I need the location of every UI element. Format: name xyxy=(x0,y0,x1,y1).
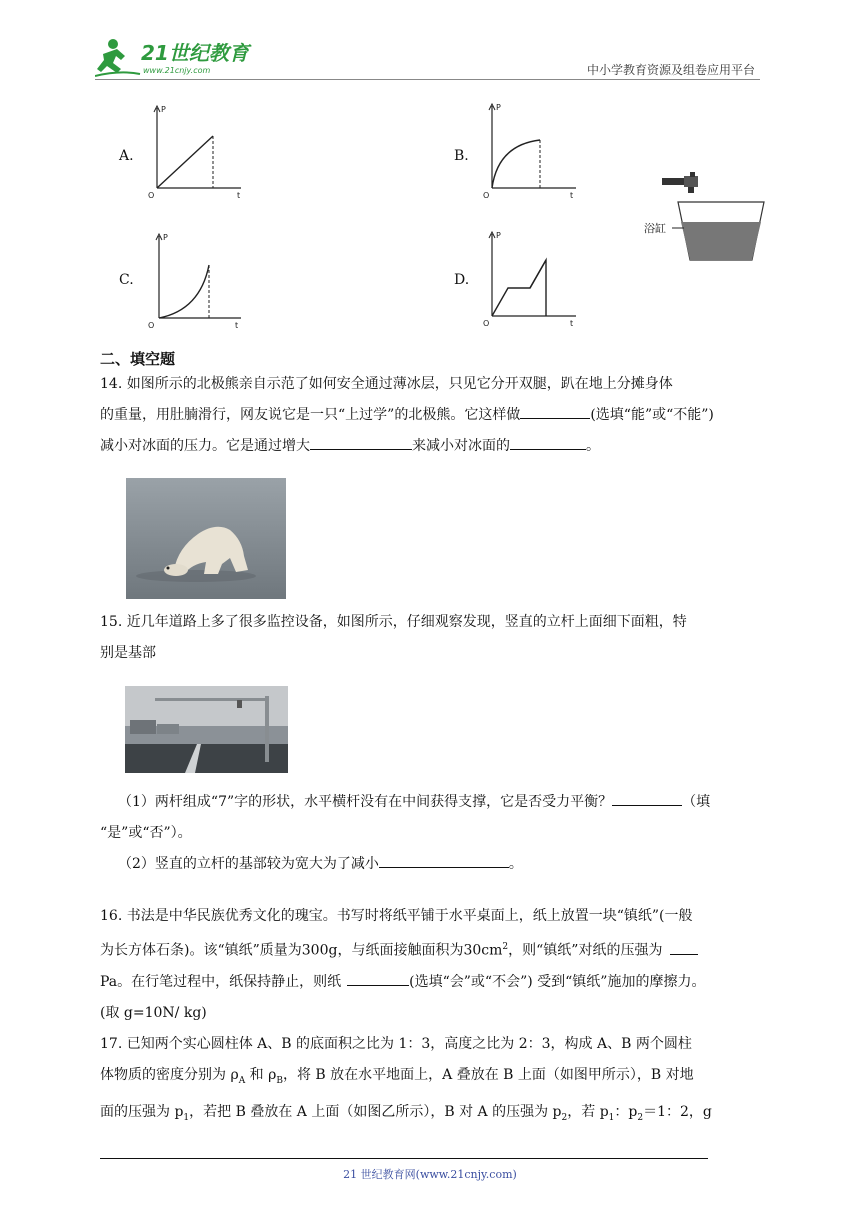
question-17: 17. 已知两个实心圆柱体 A、B 的底面积之比为 1：3，高度之比为 2：3，构成 A、B 两个圆柱 体物质的密度分别为 $\rho_A$ 和 $\rho_B$，将 B 放在水平地面上，A 叠放在 B 上面（如图甲所示），B 对地 面的压强为 $p_1$，若把 B 叠放在 A 上面（如图乙所示），B 对 A 的压强为 $p_2$，若 $p_1$：$p_2=1$：2，g xyxy=(100,1036,712,1123)
answer-blank[interactable] xyxy=(510,435,586,450)
question-15-parts: （1）两杆组成“7”字的形状，水平横杆没有在中间获得支撑，它是否受力平衡？ （填 “是”或“否”）。 （2）竖直的立杆的基部较为宽大为了减小 。 xyxy=(100,787,765,880)
answer-blank[interactable] xyxy=(612,791,682,806)
logo-text: 21世纪教育 xyxy=(141,41,249,65)
svg-text:O: O xyxy=(148,321,155,330)
bathtub-label: 浴缸 xyxy=(644,222,666,235)
question-16: 16. 书法是中华民族优秀文化的瑰宝。书写时将纸平铺于水平桌面上，纸上放置一块“镇纸”(一般 为长方体石条)。该“镇纸”质量为300g，与纸面接触面积为$30cm^2$，则“镇纸”对纸的压强为 Pa。在行笔过程中，纸保持静止，则纸 (选填“会”或“不会”) 受到“镇纸”施加的摩擦力。 (取 g=10N/ kg) xyxy=(100,908,706,1021)
footer-text: 21 世纪教育网(www.21cnjy.com) xyxy=(343,1168,517,1181)
answer-blank[interactable] xyxy=(670,940,698,955)
question-15: 15. 近几年道路上多了很多监控设备，如图所示，仔细观察发现，竖直的立杆上面细下面粗，特 别是基部 xyxy=(100,614,687,661)
question-14: 14. 如图所示的北极熊亲自示范了如何安全通过薄冰层，只见它分开双腿，趴在地上分摊身体 的重量，用肚腩滑行，网友说它是一只“上过学”的北极熊。它这样做 (选填“能”或“不能”) 减小对冰面的压力。它是通过增大 来减小对冰面的 。 xyxy=(100,376,714,454)
answer-blank[interactable] xyxy=(347,971,409,986)
header-divider xyxy=(95,79,760,80)
section-title: 二、填空题 xyxy=(100,350,176,368)
option-a-label: A. xyxy=(119,148,134,164)
svg-text:P: P xyxy=(496,103,501,112)
option-b-label: B. xyxy=(454,148,469,164)
option-c-label: C. xyxy=(119,272,134,288)
site-logo xyxy=(95,36,260,80)
svg-text:O: O xyxy=(483,319,490,328)
answer-blank[interactable] xyxy=(310,435,412,450)
svg-text:t: t xyxy=(235,321,239,330)
option-c-graph xyxy=(145,230,245,330)
svg-text:P: P xyxy=(161,105,166,114)
svg-text:t: t xyxy=(570,191,574,200)
svg-text:O: O xyxy=(483,191,490,200)
bathtub-figure xyxy=(640,170,770,265)
svg-text:t: t xyxy=(237,191,241,200)
svg-text:O: O xyxy=(148,191,155,200)
polar-bear-photo xyxy=(126,478,286,599)
logo-subtext: www.21cnjy.com xyxy=(143,66,211,75)
option-d-label: D. xyxy=(454,272,470,288)
svg-text:t: t xyxy=(570,319,574,328)
road-monitor-photo xyxy=(125,686,288,773)
option-b-graph xyxy=(480,100,580,200)
svg-text:P: P xyxy=(496,231,501,240)
option-a-graph xyxy=(145,102,245,202)
footer-divider xyxy=(100,1158,708,1159)
svg-text:P: P xyxy=(163,233,168,242)
platform-title: 中小学教育资源及组卷应用平台 xyxy=(586,63,755,77)
answer-blank[interactable] xyxy=(520,404,590,419)
option-d-graph xyxy=(480,228,580,328)
answer-blank[interactable] xyxy=(379,853,509,868)
